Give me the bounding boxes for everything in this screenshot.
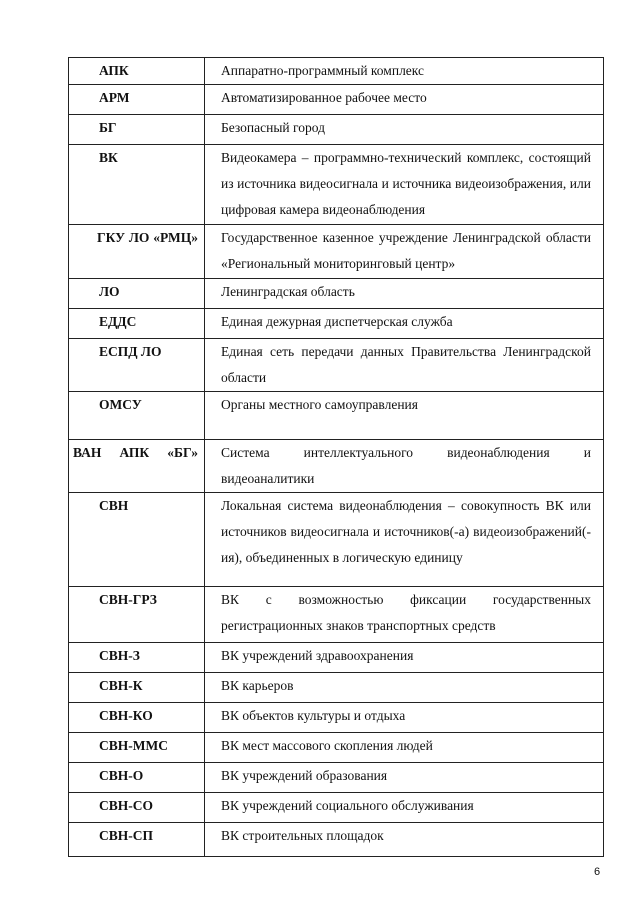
- term-cell: [69, 587, 205, 643]
- term-cell: [69, 392, 205, 440]
- definition-cell: [205, 58, 604, 85]
- definition-text: Ленинградская область: [221, 284, 355, 299]
- term-cell: [69, 440, 205, 493]
- definition-cell: [205, 279, 604, 309]
- term-cell: [69, 823, 205, 857]
- term-cell: [69, 673, 205, 703]
- term-cell: [69, 733, 205, 763]
- term-cell: [69, 115, 205, 145]
- definition-cell: [205, 145, 604, 225]
- definition-cell: [205, 115, 604, 145]
- page-number: 6: [594, 866, 601, 878]
- definition-text: ВК учреждений образования: [221, 768, 388, 783]
- definition-text: ВК мест массового скопления людей: [221, 738, 433, 753]
- definition-cell: [205, 703, 604, 733]
- table-row: [69, 587, 604, 643]
- term-text: СВН-О: [99, 768, 144, 783]
- table-row: [69, 279, 604, 309]
- table-row: [69, 793, 604, 823]
- term-text: ВАН АПК «БГ»: [73, 445, 198, 460]
- term-text: АПК: [99, 63, 129, 78]
- table-row: [69, 703, 604, 733]
- term-cell: [69, 703, 205, 733]
- term-text: ОМСУ: [99, 397, 142, 412]
- term-text: АРМ: [99, 90, 130, 105]
- term-text: ЕСПД ЛО: [99, 344, 162, 359]
- definition-cell: [205, 587, 604, 643]
- definition-text: ВК учреждений здравоохранения: [221, 648, 414, 663]
- table-row: [69, 145, 604, 225]
- table-row: [69, 673, 604, 703]
- term-text: СВН-СП: [99, 828, 153, 843]
- term-cell: [69, 145, 205, 225]
- table-row: [69, 493, 604, 587]
- definition-text: Аппаратно-программный комплекс: [221, 63, 425, 78]
- definition-cell: [205, 85, 604, 115]
- definition-text: ВК объектов культуры и отдыха: [221, 708, 406, 723]
- definition-cell: [205, 733, 604, 763]
- table-row: [69, 440, 604, 493]
- term-text: СВН-ММС: [99, 738, 168, 753]
- term-cell: [69, 793, 205, 823]
- definition-text: Органы местного самоуправления: [221, 397, 418, 412]
- table-row: [69, 58, 604, 85]
- term-text: СВН: [99, 498, 129, 513]
- definition-cell: [205, 440, 604, 493]
- term-cell: [69, 339, 205, 392]
- definition-text: ВК строительных площадок: [221, 828, 384, 843]
- abbreviations-table: [68, 57, 604, 857]
- table-row: [69, 309, 604, 339]
- term-text: СВН-СО: [99, 798, 153, 813]
- term-cell: [69, 493, 205, 587]
- term-text: СВН-ГРЗ: [99, 592, 157, 607]
- definition-text: Единая сеть передачи данных Правительства Ленинградской области: [221, 344, 591, 385]
- definition-text: Локальная система видеонаблюдения – совокупность ВК или источников видеосигнала и источников(-а) видеоизображений(-ия), объединенных в логическую единицу: [221, 498, 591, 565]
- term-text: ЕДДС: [99, 314, 137, 329]
- table-row: [69, 823, 604, 857]
- term-cell: [69, 643, 205, 673]
- table-row: [69, 85, 604, 115]
- definition-cell: [205, 309, 604, 339]
- definition-cell: [205, 339, 604, 392]
- term-cell: [69, 58, 205, 85]
- definition-cell: [205, 793, 604, 823]
- definition-cell: [205, 392, 604, 440]
- definition-text: Система интеллектуального видеонаблюдения и видеоаналитики: [221, 445, 591, 486]
- term-text: СВН-КО: [99, 708, 153, 723]
- table-row: [69, 339, 604, 392]
- definition-cell: [205, 673, 604, 703]
- definition-text: ВК учреждений социального обслуживания: [221, 798, 474, 813]
- definition-text: Видеокамера – программно-технический комплекс, состоящий из источника видеосигнала и источника видеоизображения, или цифровая камера видеонаблюдения: [221, 150, 591, 217]
- term-text: ГКУ ЛО «РМЦ»: [97, 230, 198, 245]
- definition-text: ВК с возможностью фиксации государственных регистрационных знаков транспортных средств: [221, 592, 591, 633]
- term-cell: [69, 763, 205, 793]
- term-cell: [69, 309, 205, 339]
- table-row: [69, 763, 604, 793]
- definition-text: Государственное казенное учреждение Ленинградской области «Региональный мониторинговый центр»: [221, 230, 591, 271]
- table-row: [69, 733, 604, 763]
- term-cell: [69, 279, 205, 309]
- definition-text: Единая дежурная диспетчерская служба: [221, 314, 453, 329]
- term-cell: [69, 85, 205, 115]
- table-row: [69, 115, 604, 145]
- definition-cell: [205, 643, 604, 673]
- term-text: ЛО: [99, 284, 120, 299]
- term-text: ВК: [99, 150, 118, 165]
- table-row: [69, 225, 604, 279]
- table-row: [69, 392, 604, 440]
- term-cell: [69, 225, 205, 279]
- definition-text: Автоматизированное рабочее место: [221, 90, 427, 105]
- table-row: [69, 643, 604, 673]
- definition-cell: [205, 823, 604, 857]
- term-text: БГ: [99, 120, 117, 135]
- definition-cell: [205, 763, 604, 793]
- term-text: СВН-К: [99, 678, 143, 693]
- definition-text: Безопасный город: [221, 120, 325, 135]
- term-text: СВН-З: [99, 648, 140, 663]
- definition-text: ВК карьеров: [221, 678, 294, 693]
- definition-cell: [205, 225, 604, 279]
- definition-cell: [205, 493, 604, 587]
